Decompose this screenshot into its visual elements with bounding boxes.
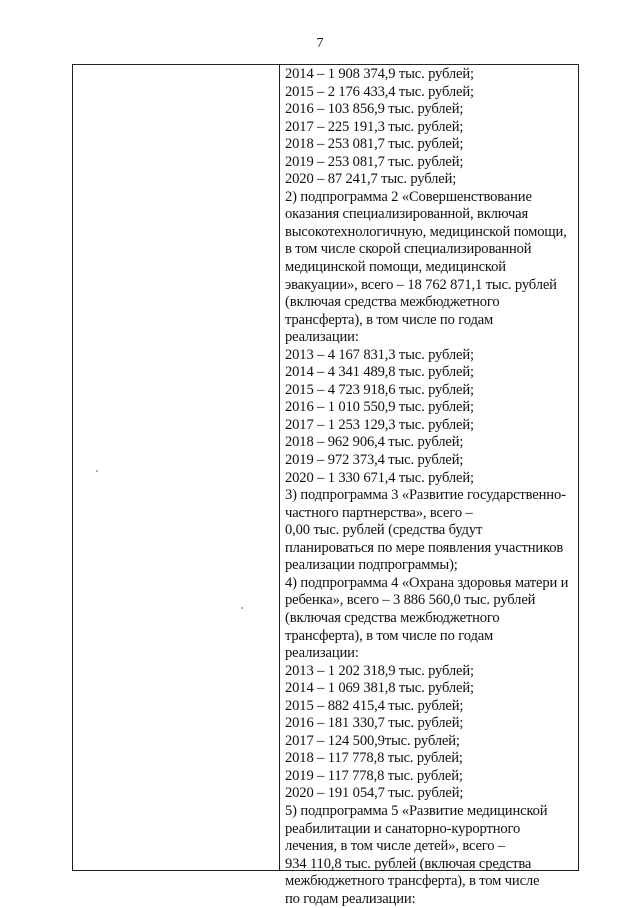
text-line: 2014 – 1 069 381,8 тыс. рублей; bbox=[285, 680, 474, 697]
text-line: 2017 – 225 191,3 тыс. рублей; bbox=[285, 118, 464, 135]
text-line: 2013 – 1 202 318,9 тыс. рублей; bbox=[285, 662, 474, 679]
text-line: 2020 – 1 330 671,4 тыс. рублей; bbox=[285, 469, 474, 486]
text-line: 2020 – 87 241,7 тыс. рублей; bbox=[285, 171, 457, 188]
text-line: (включая средства межбюджетного bbox=[285, 294, 500, 311]
text-line: 3) подпрограмма 3 «Развитие государственно- bbox=[285, 487, 566, 504]
text-line: высокотехнологичную, медицинской помощи, bbox=[285, 223, 567, 240]
text-line: 2015 – 2 176 433,4 тыс. рублей; bbox=[285, 83, 474, 100]
text-line: 2014 – 1 908 374,9 тыс. рублей; bbox=[285, 66, 474, 82]
text-line: 2019 – 972 373,4 тыс. рублей; bbox=[285, 452, 464, 469]
text-line: межбюджетного трансферта), в том числе bbox=[285, 873, 540, 890]
text-line: реализации: bbox=[285, 329, 359, 346]
text-line: 2018 – 117 778,8 тыс. рублей; bbox=[285, 750, 463, 767]
text-line: 2013 – 4 167 831,3 тыс. рублей; bbox=[285, 346, 474, 363]
text-line: 0,00 тыс. рублей (средства будут bbox=[285, 522, 483, 539]
text-line: частного партнерства», всего – bbox=[285, 504, 473, 521]
text-line: 934 110,8 тыс. рублей (включая средства bbox=[285, 855, 532, 872]
text-line: 2016 – 181 330,7 тыс. рублей; bbox=[285, 715, 464, 732]
table-column-divider bbox=[279, 64, 280, 871]
text-line: медицинской помощи, медицинской bbox=[285, 259, 506, 276]
text-line: 2) подпрограмма 2 «Совершенствование bbox=[285, 188, 532, 205]
text-line: 2015 – 882 415,4 тыс. рублей; bbox=[285, 697, 464, 714]
text-line: ребенка», всего – 3 886 560,0 тыс. рублей bbox=[285, 592, 536, 609]
scan-artifact bbox=[96, 470, 98, 472]
text-line: 2019 – 117 778,8 тыс. рублей; bbox=[285, 767, 463, 784]
text-line: 2015 – 4 723 918,6 тыс. рублей; bbox=[285, 381, 474, 398]
text-line: оказания специализированной, включая bbox=[285, 206, 529, 223]
text-line: 2018 – 253 081,7 тыс. рублей; bbox=[285, 136, 464, 153]
text-line: трансферта), в том числе по годам bbox=[285, 311, 494, 328]
text-line: эвакуации», всего – 18 762 871,1 тыс. рублей bbox=[285, 276, 557, 293]
text-line: реабилитации и санаторно-курортного bbox=[285, 820, 521, 837]
text-line: 2014 – 4 341 489,8 тыс. рублей; bbox=[285, 364, 474, 381]
text-line: 2018 – 962 906,4 тыс. рублей; bbox=[285, 434, 464, 451]
text-line: 2017 – 124 500,9тыс. рублей; bbox=[285, 732, 460, 749]
text-line: (включая средства межбюджетного bbox=[285, 609, 500, 626]
text-line: планироваться по мере появления участников bbox=[285, 539, 564, 556]
text-line: реализации: bbox=[285, 645, 359, 662]
text-line: 2020 – 191 054,7 тыс. рублей; bbox=[285, 785, 464, 802]
text-line: лечения, в том числе детей», всего – bbox=[285, 838, 506, 855]
text-line: 2019 – 253 081,7 тыс. рублей; bbox=[285, 153, 464, 170]
text-line: 2016 – 103 856,9 тыс. рублей; bbox=[285, 101, 464, 118]
text-line: 4) подпрограмма 4 «Охрана здоровья матери и bbox=[285, 574, 569, 591]
text-line: реализации подпрограммы); bbox=[285, 557, 458, 574]
text-line: 2017 – 1 253 129,3 тыс. рублей; bbox=[285, 416, 474, 433]
table-right-cell-text bbox=[285, 66, 577, 908]
scan-artifact bbox=[241, 607, 243, 609]
text-line: 5) подпрограмма 5 «Развитие медицинской bbox=[285, 802, 548, 819]
text-line: по годам реализации: bbox=[285, 890, 416, 907]
text-line: трансферта), в том числе по годам bbox=[285, 627, 494, 644]
text-line: 2016 – 1 010 550,9 тыс. рублей; bbox=[285, 399, 474, 416]
text-line: в том числе скорой специализированной bbox=[285, 241, 532, 258]
page-number: 7 bbox=[316, 36, 324, 51]
